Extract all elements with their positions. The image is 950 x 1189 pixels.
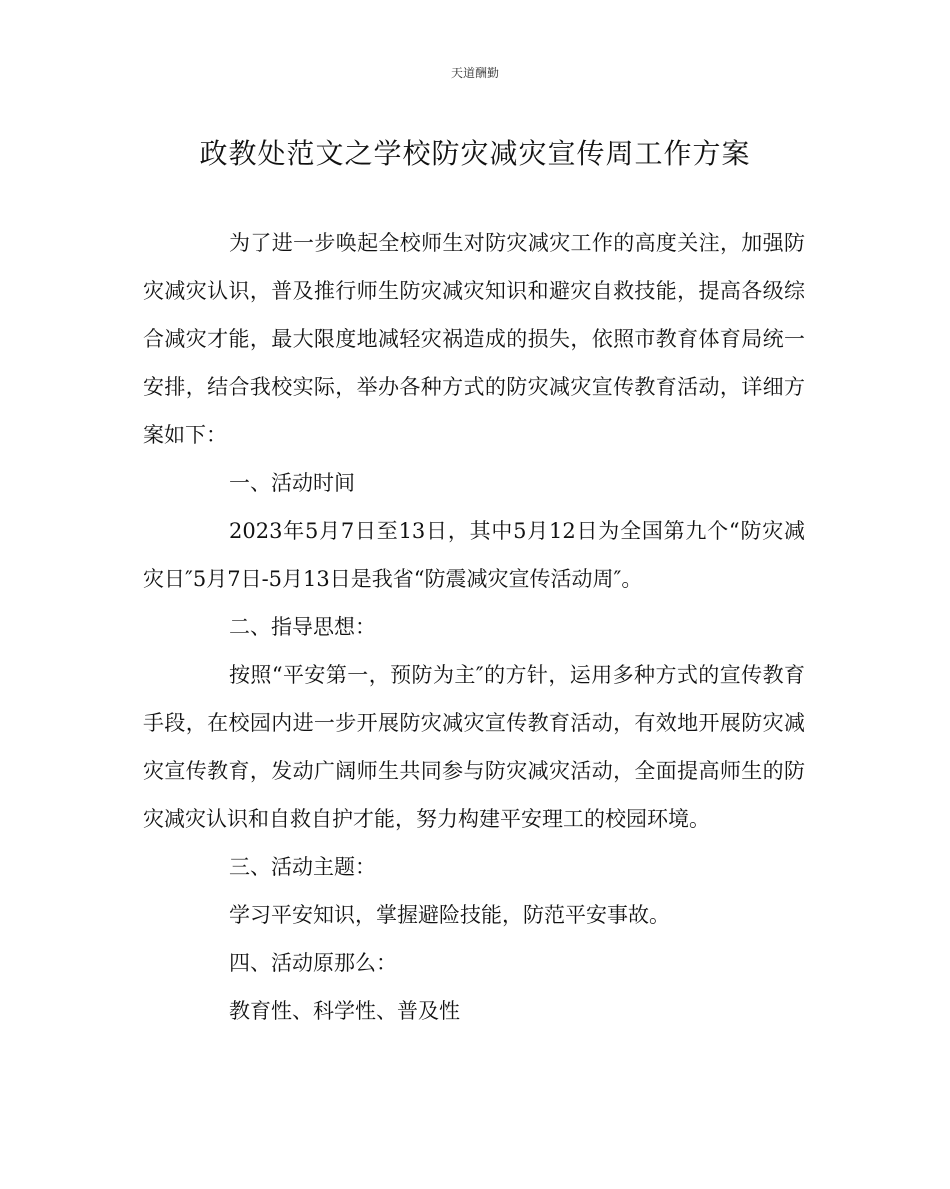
section-text-theme: 学习平安知识，掌握避险技能，防范平安事故。 [229,903,670,927]
section-text-principles: 教育性、科学性、普及性 [229,999,460,1023]
section-text-guiding-thought: 按照“平安第一，预防为主″的方针，运用多种方式的宣传教育手段，在校园内进一步开展防灾减灾宣传教育活动，有效地开展防灾减灾宣传教育，发动广阔师生共同参与防灾减灾活动，全面提高师生的防灾减灾认识和自救自护才能，努力构建平安理工的校园环境。 [143,663,805,831]
document-title: 政教处范文之学校防灾减灾宣传周工作方案 [199,137,751,170]
section-text-time: 2023年5月7日至13日，其中5月12日为全国第九个“防灾减灾日″5月7日-5月13日是我省“防震减灾宣传活动周″。 [143,519,805,591]
page-header: 天道酬勤 [450,66,499,80]
section-heading-principles: 四、活动原那么： [229,951,397,975]
section-heading-guiding-thought: 二、指导思想： [229,615,376,639]
section-heading-theme: 三、活动主题： [229,855,376,879]
intro-paragraph: 为了进一步唤起全校师生对防灾减灾工作的高度关注，加强防灾减灾认识，普及推行师生防灾减灾知识和避灾自救技能，提高各级综合减灾才能，最大限度地减轻灾祸造成的损失，依照市教育体育局统一安排，结合我校实际，举办各种方式的防灾减灾宣传教育活动，详细方案如下： [143,231,805,447]
section-heading-time: 一、活动时间 [229,471,355,495]
document-body [143,219,805,1035]
